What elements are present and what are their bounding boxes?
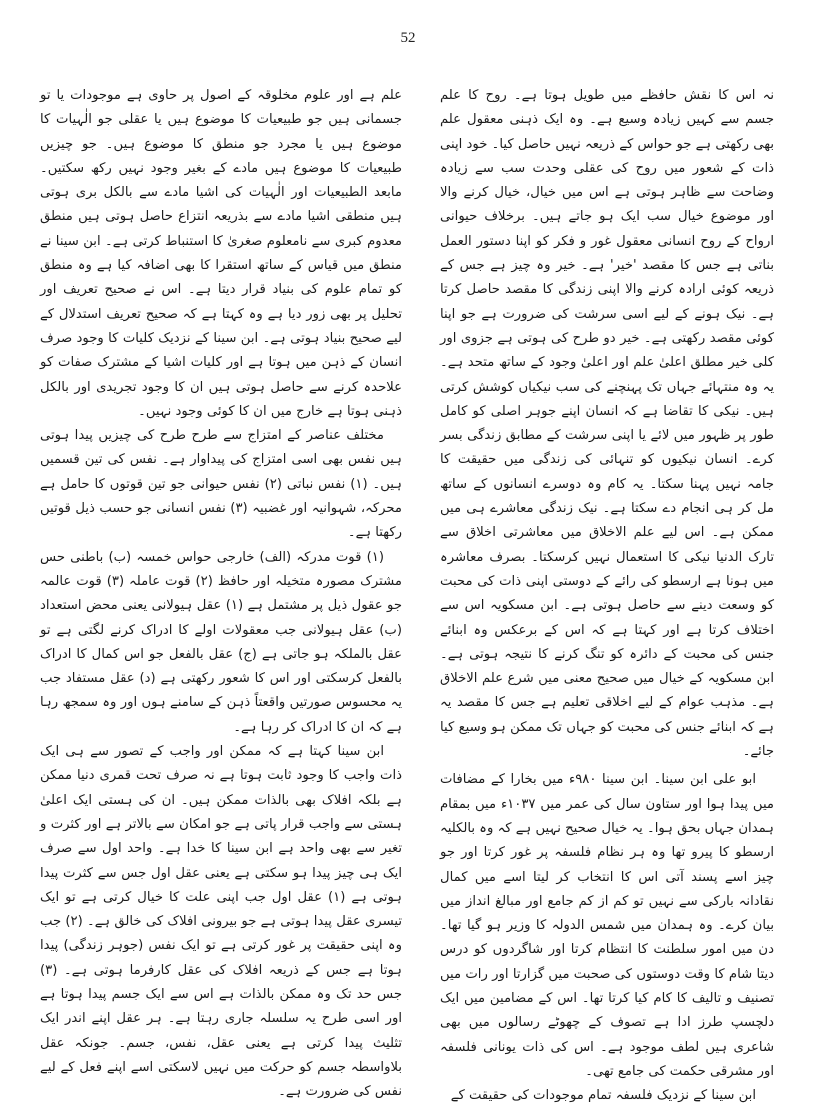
right-column (440, 84, 774, 1108)
paragraph: (۱) قوت مدرکہ (الف) خارجی حواس خمسہ (ب) باطنی حس مشترک مصورہ متخیلہ اور حافظ (۲) قوت عاملہ (۳) قوت عالمہ جو عقول ذیل پر مشتمل ہے (۱) عقل ہیولانی یعنی محض استعداد (ب) عقل ہیولانی جب معقولات اولے کا ادراک کرنے لگتی ہے تو عقل بالملکہ ہو جاتی ہے (ج) عقل بالفعل جو اس کمال کا ادراک بالفعل کرسکتی اور اس کا شعور رکھتی ہے (د) عقل مستفاد جب یہ محسوس صورتیں واقعتاً ذہن کے سامنے ہوں اور وہ سمجھ رہا ہے کہ ان کا ادراک کر رہا ہے۔ (40, 549, 402, 735)
left-column (40, 84, 402, 1104)
paragraph: علم ہے اور علوم مخلوقہ کے اصول پر حاوی ہے موجودات یا تو جسمانی ہیں جو طبیعیات کا موضوع ہیں یا عقلی جو الٰہیات کا موضوع ہیں یا مجرد جو منطق کا موضوع ہیں۔ جو چیزیں طبیعیات کا موضوع ہیں مادے کے بغیر وجود نہیں رکھ سکتیں۔ مابعد الطبیعیات اور الٰہیات کی اشیا مادے سے بالکل بری ہوتی ہیں منطقی اشیا مادے سے بذریعہ انتزاع حاصل ہوتی ہیں منطق معدوم کبری سے نامعلوم صغریٰ کا استنباط کرتی ہے۔ ابن سینا نے منطق میں قیاس کے ساتھ استقرا کا بھی اضافہ کیا ہے وہ منطق کو تمام علوم کی بنیاد قرار دیتا ہے۔ اس نے صحیح تعریف اور تحلیل پر بھی زور دیا ہے وہ کہتا ہے کہ صحیح تعریف استدلال کے لیے صحیح بنیاد ہوتی ہے۔ ابن سینا کے نزدیک کلیات کا وجود صرف انسان کے ذہن میں ہوتا ہے اور کلیات اشیا کے مشترک صفات کو علاحدہ کرنے سے حاصل ہوتی ہیں ان کا وجود تجریدی اور بالکل ذہنی ہوتا ہے خارج میں ان کا کوئی وجود نہیں۔ (40, 88, 402, 419)
paragraph: ابن سینا کے نزدیک فلسفہ تمام موجودات کی حقیقت کے (450, 1088, 756, 1104)
paragraph: مختلف عناصر کے امتزاج سے طرح طرح کی چیزیں پیدا ہوتی ہیں نفس بھی اسی امتزاج کی پیداوار ہے۔ نفس کی تین قسمیں ہیں۔ (۱) نفس نباتی (۲) نفس حیوانی جو تین قوتوں کا حامل ہے محرکہ، شہوانیہ اور غضبیہ (۳) نفس انسانی جو حسب ذیل قوتیں رکھتا ہے۔ (40, 428, 402, 541)
paragraph: نہ اس کا نقش حافظے میں طویل ہوتا ہے۔ روح کا علم جسم سے کہیں زیادہ وسیع ہے۔ وہ ایک ذہنی معقول علم بھی رکھتی ہے جو حواس کے ذریعہ نہیں حاصل کیا۔ خود اپنی ذات کے شعور میں روح کی عقلی وحدت سب سے زیادہ وضاحت سے ظاہر ہوتی ہے اس میں خیال، خیال کرنے والا اور موضوع خیال سب ایک ہو جاتے ہیں۔ برخلاف حیوانی ارواح کے روح انسانی معقول غور و فکر کو اپنا دستور العمل بناتی ہے جس کا مقصد 'خیر' ہے۔ خیر وہ چیز ہے جس کے ذریعہ کوئی ارادہ کرنے والا اپنی زندگی کا مقصد حاصل کرتا ہے۔ نیک ہونے کے لیے اسی سرشت کی ضرورت ہے جو اپنا کوئی مقصد رکھتی ہے۔ خیر دو طرح کی ہوتی ہے جزوی اور کلی خیر مطلق اعلیٰ علم اور اعلیٰ وجود کے ساتھ متحد ہے۔ یہ وہ منتہائے جہاں تک پہنچنے کی سب نیکیاں کوشش کرتی ہیں۔ نیکی کا تقاضا ہے کہ انسان اپنے جوہر اصلی کو کامل طور پر ظہور میں لائے یا اپنی سرشت کے مطابق زندگی بسر کرے۔ انسان نیکیوں کو تنہائی کی زندگی میں حقیقت کا جامہ نہیں پہنا سکتا۔ یہ کام وہ دوسرے انسانوں کے ساتھ مل کر ہی انجام دے سکتا ہے۔ نیک زندگی معاشرے ہی میں ممکن ہے۔ اس لیے علم الاخلاق میں معاشرتی اخلاق سے تارک الدنیا نیکی کا استعمال نہیں کرسکتا۔ بصرف معاشرہ میں ہونا ہے ارسطو کی رائے کے دوستی اپنی ذات کی محبت کو وسعت دینے سے حاصل ہوتی ہے۔ ابن مسکویہ اس سے اختلاف کرتا ہے اور کہتا ہے کہ اس کے برعکس وہ ابنائے جنس کی محبت کے دائرہ کو تنگ کرنے کا نتیجہ ہوتی ہے۔ ابن مسکویہ کے خیال میں صحیح معنی میں شرع علم الاخلاق ہے۔ مذہب عوام کے لیے اخلاقی تعلیم ہے جس کا مقصد یہ ہے کہ ابنائے جنس کی محبت کو جہاں تک ممکن ہو وسیع کیا جائے۔ (440, 88, 774, 760)
page-number: 52 (400, 30, 416, 46)
paragraph: ابو علی ابن سینا۔ ابن سینا ۹۸۰ء میں بخارا کے مضافات میں پیدا ہوا اور ستاون سال کی عمر میں ۱۰۳۷ء میں بمقام ہمدان جہاں بحق ہوا۔ یہ خیال صحیح نہیں ہے کہ وہ بالکلیہ ارسطو کا پیرو تھا وہ ہر نظام فلسفہ پر غور کرتا اور جو چیز اسے پسند آتی اس کا انتخاب کر لیتا اسے میں کمال نقادانہ بارکی سے نہیں تو کم از کم جامع اور مبالغ انداز میں بیان کرے۔ وہ ہمدان میں شمس الدولہ کا وزیر ہو گیا تھا۔ دن میں امور سلطنت کا انتظام کرتا اور شاگردوں کو درس دیتا شام کا وقت دوستوں کی صحبت میں گزارتا اور رات میں تصنیف و تالیف کا کام کیا کرتا تھا۔ اس کے مضامین میں ایک دلچسپ طرز ادا ہے تصوف کے چھوٹے رسالوں میں بھی شاعری ہیں لطف موجود ہے۔ اس کی ذات یونانی فلسفہ اور مشرقی حکمت کی جامع تھی۔ (440, 772, 774, 1079)
paragraph: ابن سینا کہتا ہے کہ ممکن اور واجب کے تصور سے ہی ایک ذات واجب کا وجود ثابت ہوتا ہے نہ صرف تحت قمری دنیا ممکن ہے بلکہ افلاک بھی بالذات ممکن ہیں۔ ان کی ہستی ایک اعلیٰ ہستی سے واجب قرار پاتی ہے جو امکان سے بالاتر ہے اور کثرت و تغیر سے بھی واحد ہے ابن سینا کا خدا ہے۔ واحد اول سے صرف ایک ہی چیز پیدا ہو سکتی ہے یعنی عقل اول جس سے کثرت پیدا ہوتی ہے (۱) عقل اول جب اپنی علت کا خیال کرتی ہے تو ایک تیسری عقل پیدا ہوتی ہے جو بیرونی افلاک کی خالق ہے۔ (۲) جب وہ اپنی حقیقت پر غور کرتی ہے تو ایک نفس (جوہر زندگی) پیدا ہوتا ہے جس کے ذریعہ افلاک کی عقل کارفرما ہوتی ہے۔ (۳) جس حد تک وہ ممکن بالذات ہے اس سے ایک جسم پیدا ہوتا ہے اور اسی طرح یہ سلسلہ جاری رہتا ہے۔ ہر عقل اپنے اندر ایک تثلیث پیدا کرتی ہے یعنی عقل، نفس، جسم۔ جونکہ عقل بلاواسطہ جسم کو حرکت میں نہیں لاسکتی اسے اپنے فعل کے لیے نفس کی ضرورت ہے۔ (40, 744, 403, 1100)
